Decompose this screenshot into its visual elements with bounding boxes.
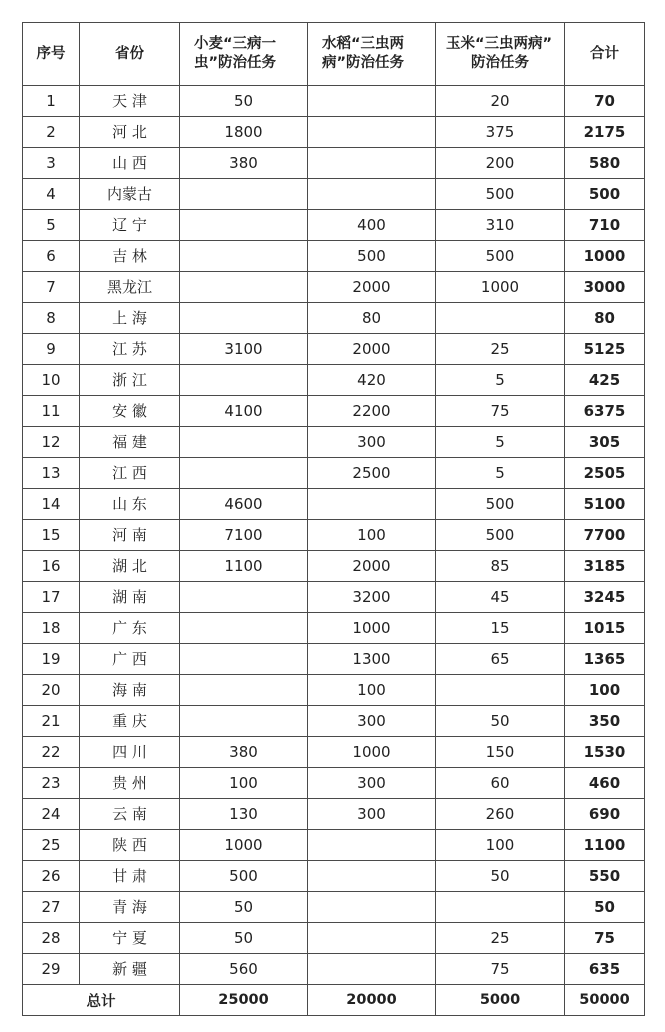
cell-corn: 25 <box>436 923 565 954</box>
cell-rice <box>308 923 436 954</box>
cell-rice: 2000 <box>308 272 436 303</box>
cell-wheat: 130 <box>180 799 308 830</box>
cell-rice: 2200 <box>308 396 436 427</box>
cell-wheat <box>180 365 308 396</box>
cell-corn: 50 <box>436 861 565 892</box>
cell-index: 2 <box>23 117 80 148</box>
cell-province: 江 苏 <box>80 334 180 365</box>
cell-index: 9 <box>23 334 80 365</box>
cell-rice <box>308 86 436 117</box>
cell-corn: 100 <box>436 830 565 861</box>
table-header <box>23 23 645 86</box>
table-row <box>23 86 645 117</box>
table-row <box>23 117 645 148</box>
table-row <box>23 551 645 582</box>
cell-index: 15 <box>23 520 80 551</box>
cell-rice <box>308 489 436 520</box>
cell-corn: 20 <box>436 86 565 117</box>
table-row <box>23 644 645 675</box>
cell-rice: 500 <box>308 241 436 272</box>
cell-rice: 300 <box>308 706 436 737</box>
cell-index: 6 <box>23 241 80 272</box>
cell-index: 23 <box>23 768 80 799</box>
table-row <box>23 148 645 179</box>
cell-total: 2175 <box>565 117 645 148</box>
header-rice: 水稻“三虫两病”防治任务 <box>308 23 436 86</box>
cell-province: 四 川 <box>80 737 180 768</box>
cell-wheat <box>180 179 308 210</box>
cell-rice <box>308 117 436 148</box>
cell-total: 2505 <box>565 458 645 489</box>
cell-index: 4 <box>23 179 80 210</box>
total-label: 总计 <box>23 985 180 1016</box>
table-row <box>23 520 645 551</box>
pest-control-task-table <box>22 22 645 1016</box>
cell-province: 湖 北 <box>80 551 180 582</box>
cell-rice: 2000 <box>308 551 436 582</box>
cell-province: 新 疆 <box>80 954 180 985</box>
cell-total: 710 <box>565 210 645 241</box>
cell-corn: 500 <box>436 241 565 272</box>
cell-province: 天 津 <box>80 86 180 117</box>
cell-wheat <box>180 303 308 334</box>
cell-rice: 300 <box>308 768 436 799</box>
cell-wheat: 500 <box>180 861 308 892</box>
cell-corn: 150 <box>436 737 565 768</box>
cell-province: 河 北 <box>80 117 180 148</box>
cell-index: 26 <box>23 861 80 892</box>
cell-total: 70 <box>565 86 645 117</box>
cell-index: 18 <box>23 613 80 644</box>
table-row <box>23 396 645 427</box>
table-row <box>23 675 645 706</box>
cell-rice: 300 <box>308 427 436 458</box>
cell-wheat <box>180 706 308 737</box>
cell-corn <box>436 892 565 923</box>
cell-wheat <box>180 241 308 272</box>
cell-total: 3185 <box>565 551 645 582</box>
cell-province: 云 南 <box>80 799 180 830</box>
cell-province: 上 海 <box>80 303 180 334</box>
cell-corn: 15 <box>436 613 565 644</box>
cell-total: 350 <box>565 706 645 737</box>
header-wheat: 小麦“三病一虫”防治任务 <box>180 23 308 86</box>
cell-province: 青 海 <box>80 892 180 923</box>
cell-index: 7 <box>23 272 80 303</box>
cell-index: 21 <box>23 706 80 737</box>
cell-total: 1365 <box>565 644 645 675</box>
cell-wheat <box>180 675 308 706</box>
cell-wheat: 380 <box>180 737 308 768</box>
cell-corn: 5 <box>436 458 565 489</box>
cell-corn: 500 <box>436 489 565 520</box>
cell-total: 1015 <box>565 613 645 644</box>
cell-province: 黑龙江 <box>80 272 180 303</box>
cell-province: 江 西 <box>80 458 180 489</box>
table-row <box>23 830 645 861</box>
cell-province: 广 东 <box>80 613 180 644</box>
cell-corn: 375 <box>436 117 565 148</box>
cell-index: 10 <box>23 365 80 396</box>
cell-index: 20 <box>23 675 80 706</box>
cell-total: 635 <box>565 954 645 985</box>
table-row <box>23 582 645 613</box>
cell-corn: 85 <box>436 551 565 582</box>
cell-wheat: 50 <box>180 892 308 923</box>
cell-province: 广 西 <box>80 644 180 675</box>
total-rice: 20000 <box>308 985 436 1016</box>
total-wheat: 25000 <box>180 985 308 1016</box>
cell-corn: 45 <box>436 582 565 613</box>
cell-index: 22 <box>23 737 80 768</box>
cell-wheat: 560 <box>180 954 308 985</box>
cell-wheat <box>180 582 308 613</box>
cell-rice <box>308 861 436 892</box>
cell-total: 1530 <box>565 737 645 768</box>
total-sum: 50000 <box>565 985 645 1016</box>
cell-index: 14 <box>23 489 80 520</box>
table-row <box>23 954 645 985</box>
cell-corn <box>436 675 565 706</box>
table-body <box>23 86 645 985</box>
table-footer <box>23 985 645 1016</box>
table-row <box>23 706 645 737</box>
table-row <box>23 923 645 954</box>
cell-total: 305 <box>565 427 645 458</box>
cell-index: 24 <box>23 799 80 830</box>
table-row <box>23 489 645 520</box>
cell-corn: 5 <box>436 365 565 396</box>
cell-total: 3245 <box>565 582 645 613</box>
cell-total: 5125 <box>565 334 645 365</box>
cell-wheat: 100 <box>180 768 308 799</box>
cell-rice <box>308 148 436 179</box>
cell-rice: 420 <box>308 365 436 396</box>
cell-wheat <box>180 272 308 303</box>
cell-province: 福 建 <box>80 427 180 458</box>
cell-corn <box>436 303 565 334</box>
cell-province: 辽 宁 <box>80 210 180 241</box>
table-row <box>23 799 645 830</box>
header-total: 合计 <box>565 23 645 86</box>
cell-total: 6375 <box>565 396 645 427</box>
cell-rice: 100 <box>308 520 436 551</box>
cell-rice <box>308 954 436 985</box>
cell-index: 8 <box>23 303 80 334</box>
cell-total: 100 <box>565 675 645 706</box>
cell-corn: 60 <box>436 768 565 799</box>
cell-total: 550 <box>565 861 645 892</box>
cell-index: 25 <box>23 830 80 861</box>
cell-corn: 5 <box>436 427 565 458</box>
table-row <box>23 179 645 210</box>
total-corn: 5000 <box>436 985 565 1016</box>
cell-rice: 2000 <box>308 334 436 365</box>
cell-index: 3 <box>23 148 80 179</box>
cell-total: 5100 <box>565 489 645 520</box>
cell-province: 湖 南 <box>80 582 180 613</box>
cell-province: 陕 西 <box>80 830 180 861</box>
cell-wheat: 50 <box>180 923 308 954</box>
cell-total: 7700 <box>565 520 645 551</box>
table-row <box>23 272 645 303</box>
cell-total: 500 <box>565 179 645 210</box>
cell-total: 80 <box>565 303 645 334</box>
cell-index: 28 <box>23 923 80 954</box>
header-corn-line1: 玉米“三虫两病” <box>446 36 553 52</box>
cell-wheat <box>180 427 308 458</box>
table-row <box>23 892 645 923</box>
cell-wheat <box>180 458 308 489</box>
cell-total: 460 <box>565 768 645 799</box>
table-row <box>23 427 645 458</box>
cell-wheat: 50 <box>180 86 308 117</box>
table-row <box>23 365 645 396</box>
cell-corn: 75 <box>436 396 565 427</box>
cell-province: 山 东 <box>80 489 180 520</box>
cell-province: 贵 州 <box>80 768 180 799</box>
table-row <box>23 241 645 272</box>
table-row <box>23 334 645 365</box>
cell-wheat: 380 <box>180 148 308 179</box>
cell-index: 19 <box>23 644 80 675</box>
cell-total: 75 <box>565 923 645 954</box>
cell-index: 5 <box>23 210 80 241</box>
cell-rice: 1000 <box>308 613 436 644</box>
cell-province: 浙 江 <box>80 365 180 396</box>
cell-wheat <box>180 613 308 644</box>
cell-wheat <box>180 644 308 675</box>
cell-province: 山 西 <box>80 148 180 179</box>
cell-wheat: 1100 <box>180 551 308 582</box>
cell-rice: 1000 <box>308 737 436 768</box>
cell-index: 12 <box>23 427 80 458</box>
header-index: 序号 <box>23 23 80 86</box>
cell-index: 29 <box>23 954 80 985</box>
total-row <box>23 985 645 1016</box>
cell-corn: 25 <box>436 334 565 365</box>
cell-rice: 400 <box>308 210 436 241</box>
cell-total: 1000 <box>565 241 645 272</box>
cell-total: 580 <box>565 148 645 179</box>
cell-index: 17 <box>23 582 80 613</box>
cell-rice: 2500 <box>308 458 436 489</box>
cell-total: 3000 <box>565 272 645 303</box>
cell-wheat: 3100 <box>180 334 308 365</box>
table-row <box>23 613 645 644</box>
cell-province: 吉 林 <box>80 241 180 272</box>
cell-province: 重 庆 <box>80 706 180 737</box>
cell-rice: 3200 <box>308 582 436 613</box>
cell-corn: 65 <box>436 644 565 675</box>
cell-province: 安 徽 <box>80 396 180 427</box>
cell-corn: 50 <box>436 706 565 737</box>
table-row <box>23 861 645 892</box>
cell-index: 27 <box>23 892 80 923</box>
cell-corn: 1000 <box>436 272 565 303</box>
cell-corn: 75 <box>436 954 565 985</box>
cell-total: 425 <box>565 365 645 396</box>
cell-total: 50 <box>565 892 645 923</box>
header-province: 省份 <box>80 23 180 86</box>
cell-wheat <box>180 210 308 241</box>
table-row <box>23 768 645 799</box>
cell-wheat: 4100 <box>180 396 308 427</box>
cell-wheat: 1000 <box>180 830 308 861</box>
cell-province: 甘 肃 <box>80 861 180 892</box>
cell-rice <box>308 179 436 210</box>
table-row <box>23 458 645 489</box>
cell-province: 宁 夏 <box>80 923 180 954</box>
cell-province: 海 南 <box>80 675 180 706</box>
header-corn-line2: 防治任务 <box>471 55 529 71</box>
cell-total: 1100 <box>565 830 645 861</box>
table-row <box>23 210 645 241</box>
header-row <box>23 23 645 86</box>
cell-wheat: 1800 <box>180 117 308 148</box>
cell-rice: 80 <box>308 303 436 334</box>
cell-index: 1 <box>23 86 80 117</box>
cell-index: 11 <box>23 396 80 427</box>
cell-province: 河 南 <box>80 520 180 551</box>
cell-index: 13 <box>23 458 80 489</box>
cell-province: 内蒙古 <box>80 179 180 210</box>
header-corn <box>436 23 565 86</box>
cell-rice: 300 <box>308 799 436 830</box>
cell-rice: 1300 <box>308 644 436 675</box>
cell-index: 16 <box>23 551 80 582</box>
cell-corn: 200 <box>436 148 565 179</box>
cell-wheat: 7100 <box>180 520 308 551</box>
cell-corn: 500 <box>436 179 565 210</box>
cell-rice <box>308 830 436 861</box>
cell-corn: 500 <box>436 520 565 551</box>
table-row <box>23 303 645 334</box>
cell-corn: 310 <box>436 210 565 241</box>
cell-corn: 260 <box>436 799 565 830</box>
cell-total: 690 <box>565 799 645 830</box>
cell-rice: 100 <box>308 675 436 706</box>
cell-rice <box>308 892 436 923</box>
table-row <box>23 737 645 768</box>
cell-wheat: 4600 <box>180 489 308 520</box>
